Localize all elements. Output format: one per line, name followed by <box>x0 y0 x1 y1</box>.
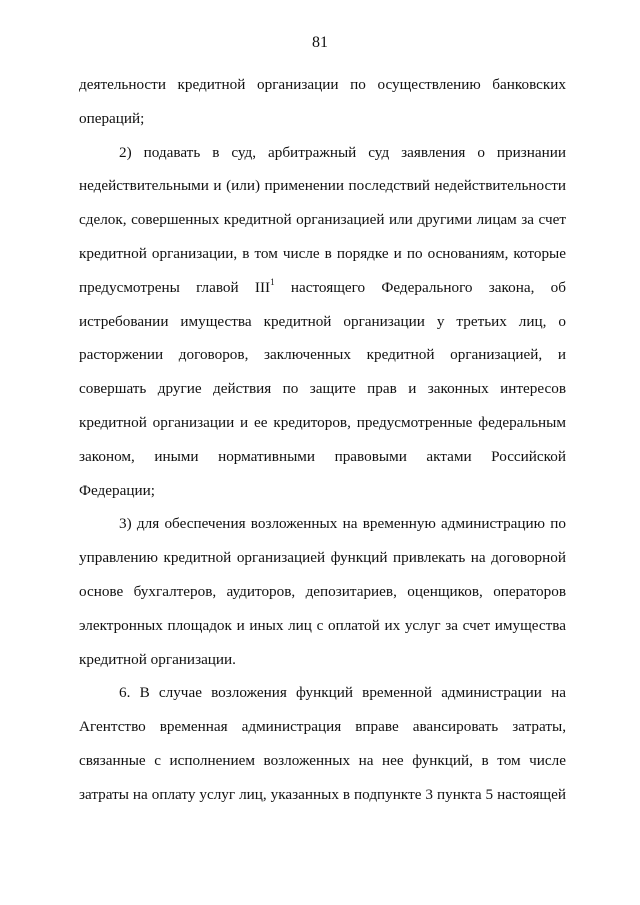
text-line: связанные с исполнением возложенных на нее функций, в том числе <box>79 751 566 769</box>
text-line: Агентство временная администрация вправе авансировать затраты, <box>79 718 566 736</box>
text-line: основе бухгалтеров, аудиторов, депозитариев, оценщиков, операторов <box>79 582 566 600</box>
text-line: расторжении договоров, заключенных кредитной организацией, и <box>79 346 566 364</box>
text-line: недействительными и (или) применении последствий недействительности <box>79 177 566 195</box>
text-line: законом, иными нормативными правовыми актами Российской <box>79 447 566 465</box>
text-line: совершать другие действия по защите прав и законных интересов <box>79 380 566 398</box>
paragraph-start-line: 6. В случае возложения функций временной администрации на <box>119 684 566 702</box>
text-line: затраты на оплату услуг лиц, указанных в подпункте 3 пункта 5 настоящей <box>79 785 566 803</box>
text-line: Федерации; <box>79 481 155 499</box>
paragraph-start-line: 3) для обеспечения возложенных на временную администрацию по <box>119 515 566 533</box>
text-line: кредитной организации, в том числе в порядке и по основаниям, которые <box>79 244 566 262</box>
text-line: истребовании имущества кредитной организации у третьих лиц, о <box>79 312 566 330</box>
superscript: 1 <box>270 276 275 287</box>
text-line: деятельности кредитной организации по осуществлению банковских <box>79 76 566 93</box>
document-body <box>79 68 566 812</box>
text-line: управлению кредитной организацией функций привлекать на договорной <box>79 549 566 567</box>
text-line: операций; <box>79 109 145 127</box>
page-number: 81 <box>312 34 328 51</box>
text-fragment: предусмотрены главой III <box>79 278 271 296</box>
text-line: электронных площадок и иных лиц с оплатой их услуг за счет имущества <box>79 616 566 634</box>
text-line-with-superscript <box>79 271 566 305</box>
paragraph-start-line: 2) подавать в суд, арбитражный суд заявления о признании <box>119 143 566 161</box>
text-line: кредитной организации и ее кредиторов, предусмотренные федеральным <box>79 413 566 431</box>
text-line: сделок, совершенных кредитной организацией или другими лицам за счет <box>79 211 566 229</box>
text-line: кредитной организации. <box>79 650 236 668</box>
text-fragment: настоящего Федерального закона, об <box>274 278 566 296</box>
